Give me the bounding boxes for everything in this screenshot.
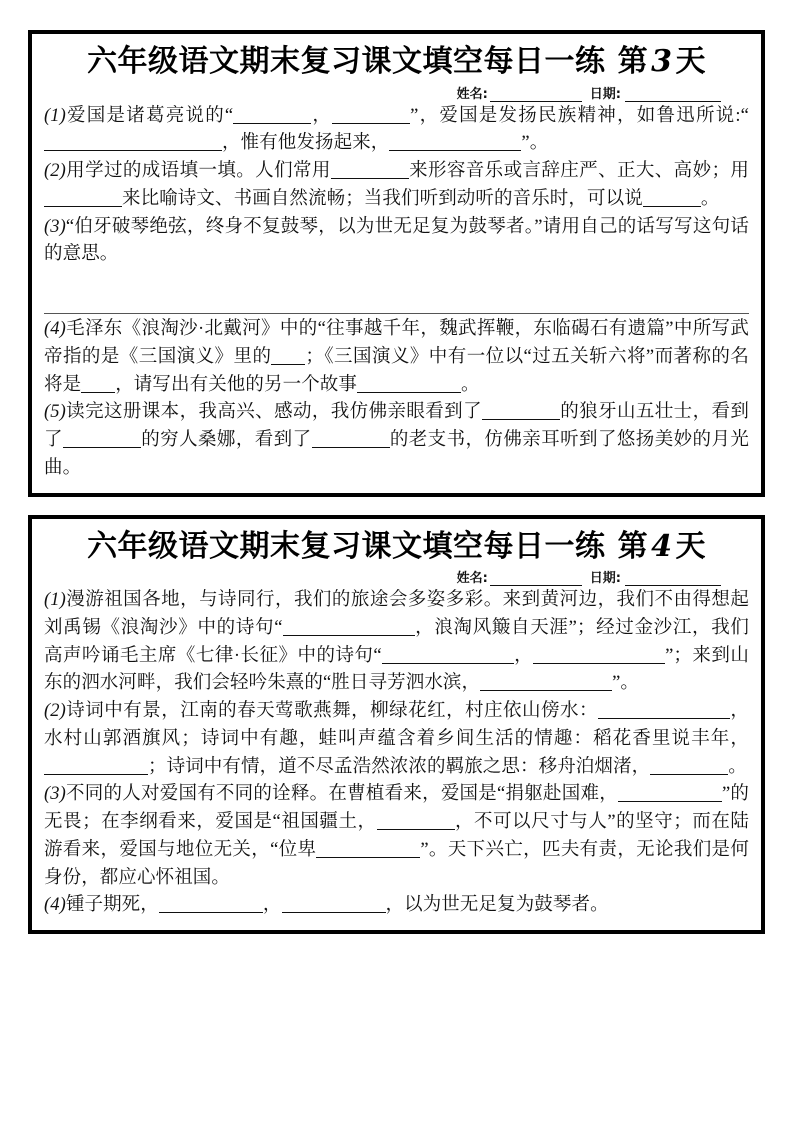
question-list bbox=[44, 587, 749, 920]
question-text: 用学过的成语填一填。人们常用 bbox=[65, 161, 331, 182]
question-text: ，惟有他发扬起来， bbox=[222, 133, 390, 154]
fill-in-blank[interactable] bbox=[482, 404, 560, 420]
fill-in-blank[interactable] bbox=[81, 377, 115, 393]
worksheet-day-label bbox=[618, 529, 706, 564]
question-text: ”。 bbox=[612, 673, 640, 694]
date-input-blank[interactable] bbox=[625, 571, 721, 586]
fill-in-blank[interactable] bbox=[389, 135, 521, 151]
question-text: 来比喻诗文、书画自然流畅；当我们听到动听的音乐时，可以说 bbox=[122, 188, 643, 209]
day-number: 3 bbox=[651, 44, 673, 79]
worksheet-title-main: 六年级语文期末复习课文填空每日一练 bbox=[87, 44, 606, 79]
question-text: 读完这册课本，我高兴、感动，我仿佛亲眼看到了 bbox=[65, 402, 482, 423]
question-text: ；诗词中有情，道不尽孟浩然浓浓的羁旅之思：移舟泊烟渚， bbox=[148, 756, 651, 777]
day-prefix: 第 bbox=[617, 528, 649, 564]
fill-in-blank[interactable] bbox=[382, 648, 514, 664]
fill-in-blank[interactable] bbox=[357, 377, 461, 393]
fill-in-blank[interactable] bbox=[618, 786, 722, 802]
answer-writing-line[interactable] bbox=[44, 285, 749, 314]
question-item bbox=[44, 892, 749, 920]
student-meta-row bbox=[44, 83, 749, 102]
worksheet-title-main: 六年级语文期末复习课文填空每日一练 bbox=[87, 528, 606, 564]
student-meta-row bbox=[44, 567, 749, 586]
question-text: ， bbox=[513, 645, 534, 666]
day-suffix: 天 bbox=[675, 528, 706, 564]
name-input-blank[interactable] bbox=[490, 87, 582, 102]
question-text: 来形容音乐或言辞庄严、正大、高妙；用 bbox=[408, 161, 749, 182]
question-number: (1) bbox=[44, 590, 66, 611]
date-label: 日期: bbox=[589, 86, 621, 102]
question-text: 锺子期死， bbox=[65, 895, 159, 916]
question-number: (2) bbox=[44, 701, 66, 722]
question-number: (2) bbox=[44, 161, 66, 182]
question-text: 不同的人对爱国有不同的诠释。在曹植看来，爱国是“捐躯赴国难， bbox=[65, 784, 618, 805]
question-text: ，不可以尺寸与人”的坚守；而在陆游看来，爱国与地位无关，“位卑 bbox=[44, 812, 749, 860]
question-text: ”的无畏；在李纲看来，爱国是“祖国疆土， bbox=[44, 784, 749, 833]
question-item bbox=[44, 103, 749, 159]
question-text: 的老支书，仿佛亲耳听到了悠扬美妙的月光曲。 bbox=[44, 430, 749, 478]
question-text: 诗词中有景，江南的春天莺歌燕舞，柳绿花红，村庄依山傍水： bbox=[65, 701, 598, 722]
question-item bbox=[44, 214, 749, 270]
fill-in-blank[interactable] bbox=[643, 191, 701, 207]
fill-in-blank[interactable] bbox=[283, 620, 415, 636]
fill-in-blank[interactable] bbox=[63, 432, 141, 448]
fill-in-blank[interactable] bbox=[44, 191, 122, 207]
question-text: ， bbox=[311, 105, 333, 126]
question-number: (3) bbox=[44, 216, 66, 237]
question-text: ，以为世无足复为鼓琴者。 bbox=[385, 895, 609, 916]
question-number: (4) bbox=[44, 319, 66, 340]
fill-in-blank[interactable] bbox=[377, 814, 455, 830]
fill-in-blank[interactable] bbox=[533, 648, 665, 664]
worksheet-card bbox=[28, 515, 765, 935]
question-text: ”。 bbox=[521, 133, 549, 154]
fill-in-blank[interactable] bbox=[159, 897, 263, 913]
question-text: ”，爱国是发扬民族精神，如鲁迅所说:“ bbox=[410, 105, 749, 126]
question-text: ”。天下兴亡，匹夫有责，无论我们是何身份，都应心怀祖国。 bbox=[44, 839, 749, 888]
question-text: ， bbox=[262, 895, 282, 916]
question-text: ，水村山郭酒旗风；诗词中有趣，蛙叫声蕴含着乡间生活的情趣：稻花香里说丰年， bbox=[44, 701, 749, 749]
question-text: ；《三国演义》中有一位以“过五关斩六将”而著称的名将是 bbox=[44, 346, 749, 395]
question-number: (3) bbox=[44, 784, 66, 805]
fill-in-blank[interactable] bbox=[271, 349, 305, 365]
question-text: ”；来到山东的泗水河畔，我们会轻吟朱熹的“胜日寻芳泗水滨， bbox=[44, 645, 749, 694]
fill-in-blank[interactable] bbox=[312, 432, 390, 448]
question-text: ，浪淘风簸自天涯”；经过金沙江，我们高声吟诵毛主席《七律·长征》中的诗句“ bbox=[44, 617, 750, 666]
question-text: 毛泽东《浪淘沙·北戴河》中的“往事越千年，魏武挥鞭，东临碣石有遗篇”中所写武帝指的是《三国演义》里的 bbox=[44, 319, 749, 367]
fill-in-blank[interactable] bbox=[332, 108, 410, 124]
question-text: 的狼牙山五壮士，看到了 bbox=[44, 402, 749, 451]
question-text: 。 bbox=[461, 374, 480, 395]
question-item bbox=[44, 158, 749, 214]
fill-in-blank[interactable] bbox=[316, 842, 420, 858]
fill-in-blank[interactable] bbox=[44, 759, 148, 775]
question-text: 。 bbox=[728, 756, 747, 777]
fill-in-blank[interactable] bbox=[331, 163, 409, 179]
worksheet-list bbox=[28, 30, 765, 934]
name-input-blank[interactable] bbox=[490, 571, 582, 586]
answer-spacer bbox=[44, 269, 749, 277]
question-item bbox=[44, 698, 749, 781]
question-list bbox=[44, 103, 749, 483]
fill-in-blank[interactable] bbox=[282, 897, 386, 913]
question-text: “伯牙破琴绝弦，终身不复鼓琴，以为世无足复为鼓琴者。”请用自己的话写写这句话的意思。 bbox=[44, 216, 749, 265]
question-number: (5) bbox=[44, 402, 66, 423]
day-number: 4 bbox=[651, 528, 673, 564]
question-text: 的穷人桑娜，看到了 bbox=[140, 430, 312, 451]
name-label: 姓名: bbox=[456, 571, 488, 587]
question-item bbox=[44, 587, 749, 698]
day-suffix: 天 bbox=[675, 44, 706, 79]
date-input-blank[interactable] bbox=[625, 87, 721, 102]
question-item bbox=[44, 316, 749, 399]
question-item bbox=[44, 781, 749, 892]
date-label: 日期: bbox=[589, 571, 621, 587]
day-prefix: 第 bbox=[617, 44, 649, 79]
worksheet-title bbox=[44, 529, 749, 566]
fill-in-blank[interactable] bbox=[598, 703, 730, 719]
worksheet-card bbox=[28, 30, 765, 497]
fill-in-blank[interactable] bbox=[44, 135, 222, 151]
fill-in-blank[interactable] bbox=[480, 675, 612, 691]
worksheet-title bbox=[44, 44, 749, 81]
question-text: 漫游祖国各地，与诗同行，我们的旅途会多姿多彩。来到黄河边，我们不由得想起刘禹锡《浪淘沙》中的诗句“ bbox=[44, 590, 749, 638]
question-number: (1) bbox=[44, 105, 66, 126]
worksheet-day-label bbox=[618, 44, 706, 79]
question-number: (4) bbox=[44, 895, 66, 916]
question-text: 爱国是诸葛亮说的“ bbox=[65, 105, 234, 126]
fill-in-blank[interactable] bbox=[233, 108, 311, 124]
question-text: ，请写出有关他的另一个故事 bbox=[115, 374, 358, 395]
question-text: 。 bbox=[700, 188, 720, 209]
fill-in-blank[interactable] bbox=[650, 759, 728, 775]
question-item bbox=[44, 399, 749, 482]
name-label: 姓名: bbox=[456, 86, 488, 102]
